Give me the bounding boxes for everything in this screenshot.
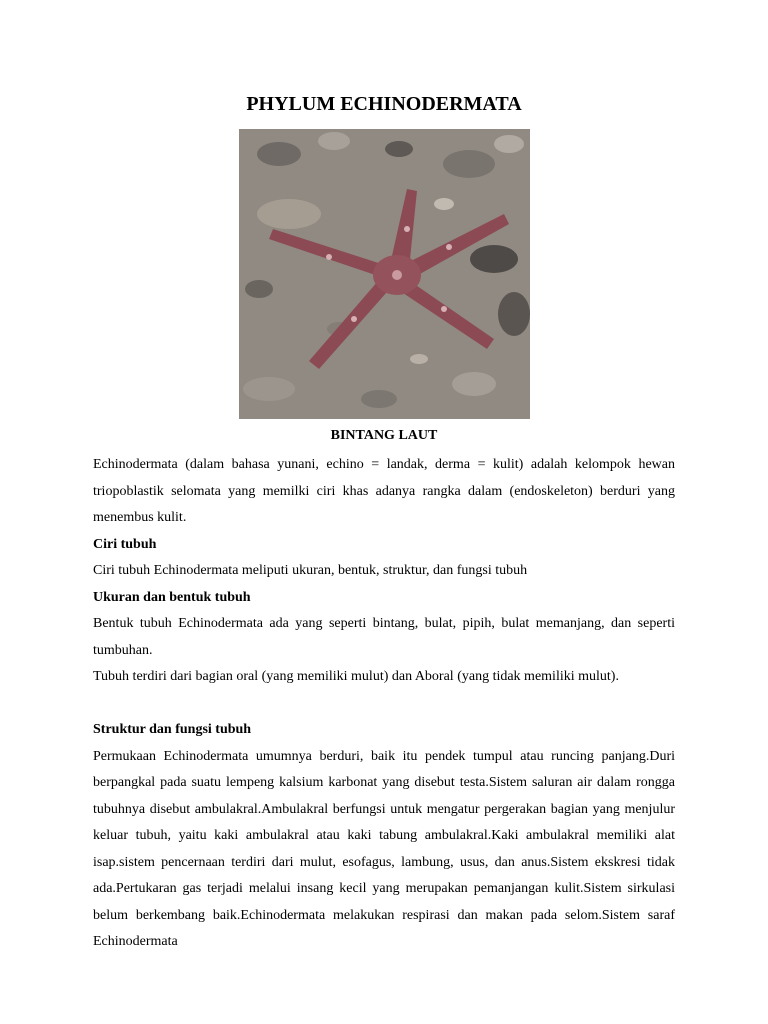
section-heading-ukuran-bentuk: Ukuran dan bentuk tubuh [93,589,251,605]
photo-caption: BINTANG LAUT [330,428,438,443]
ciri-tubuh-paragraph: Ciri tubuh Echinodermata meliputi ukuran, bentuk, struktur, dan fungsi tubuh [93,563,528,578]
ukuran-bentuk-paragraph-2: Tubuh terdiri dari bagian oral (yang memiliki mulut) dan Aboral (yang tidak memiliki mulut). [93,669,619,684]
ukuran-bentuk-paragraph-1: Bentuk tubuh Echinodermata ada yang seperti bintang, bulat, pipih, bulat memanjang, dan seperti tumbuhan. [93,616,675,658]
struktur-fungsi-paragraph: Permukaan Echinodermata umumnya berduri, baik itu pendek tumpul atau runcing panjang.Duri berpangkal pada suatu lempeng kalsium karbonat yang disebut testa.Sistem saluran air dalam rongga tubuhnya disebut ambulakral.Ambulakral berfungsi untuk mengatur pergerakan bagian yang menjulur keluar tubuh, yaitu kaki ambulakral atau kaki tabung ambulakral.Kaki ambulakral memiliki alat isap.sistem pencernaan terdiri dari mulut, esofagus, lambung, usus, dan anus.Sistem ekskresi tidak ada.Pertukaran gas terjadi melalui insang kecil yang merupakan pemanjangan kulit.Sistem sirkulasi belum berkembang baik.Echinodermata melakukan respirasi dan makan pada selom.Sistem saraf Echinodermata [93,748,675,949]
paragraph-spacer [93,691,675,718]
document-body [93,452,675,956]
section-heading-struktur-fungsi: Struktur dan fungsi tubuh [93,722,252,737]
intro-paragraph: Echinodermata (dalam bahasa yunani, echino = landak, derma = kulit) adalah kelompok hewan triopoblastik selomata yang memilki ciri khas adanya rangka dalam (endoskeleton) berduri yang menembus kulit. [93,457,675,525]
section-heading-ciri-tubuh: Ciri tubuh [93,536,157,552]
page-title: PHYLUM ECHINODERMATA [246,93,522,115]
starfish-photo [239,129,530,419]
